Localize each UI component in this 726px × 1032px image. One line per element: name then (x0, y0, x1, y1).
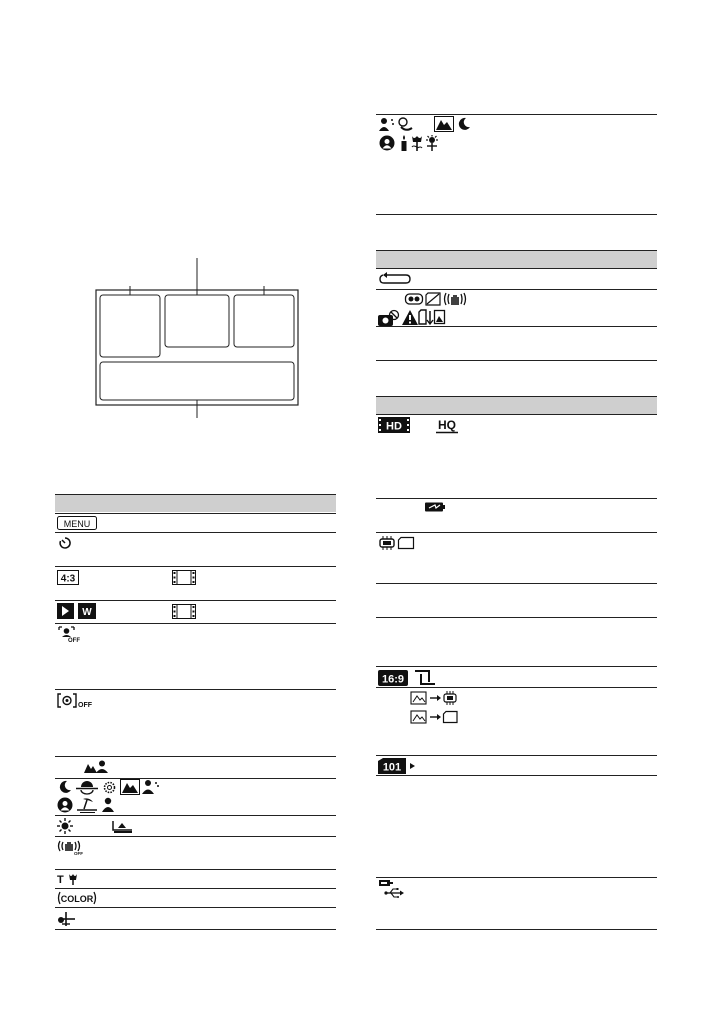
copy-to-internal-icon (410, 690, 460, 706)
flower-icon (410, 135, 424, 151)
hq-icon (435, 417, 459, 434)
smile-portrait-icon (379, 117, 395, 132)
hq-text: HQ (438, 418, 456, 432)
scene-snow-icon (101, 797, 115, 813)
aspect-16-9-icon (378, 670, 408, 686)
steadyshot-off-icon (57, 839, 81, 855)
aspect-4-3-text: 4:3 (60, 573, 76, 585)
baby-icon (397, 117, 413, 132)
repeat-icon (378, 272, 412, 286)
internal-memory-icon (378, 536, 396, 550)
landscape-icon (434, 116, 454, 132)
focus-person-icon (96, 760, 108, 773)
hd-text: HD (386, 420, 402, 433)
svg-text:OFF: OFF (74, 851, 83, 856)
scene-beach-icon (77, 797, 97, 813)
usb-connect-icon (378, 880, 404, 898)
scene-spotlight-icon (57, 797, 73, 813)
menu-text: MENU (63, 519, 91, 529)
folder-101-icon (378, 758, 418, 774)
svg-text:W: W (82, 607, 92, 618)
right-mid-header (376, 250, 657, 268)
aspect-4-3-icon (57, 570, 79, 585)
tele-macro-icon (57, 872, 79, 886)
self-timer-icon (58, 536, 72, 550)
spot-off-text: OFF (78, 702, 92, 709)
movie-strip-icon (172, 604, 196, 619)
memory-card-icon (398, 537, 414, 549)
movie-strip-icon (172, 570, 196, 585)
scene-portrait-icon (142, 779, 160, 795)
warning-icon (402, 310, 418, 325)
screen-diagram (92, 258, 302, 418)
card-icon (425, 292, 441, 306)
face-off-text: OFF (68, 638, 80, 644)
steadyshot-icon (405, 292, 423, 306)
sunset-icon (425, 135, 439, 151)
hd-icon (378, 417, 410, 433)
color-text: COLOR (60, 894, 94, 904)
photo-size-icon (413, 670, 437, 686)
folder-101-text: 101 (382, 761, 402, 774)
face-detection-off-icon (57, 626, 79, 644)
menu-button-icon (57, 516, 97, 530)
left-table-header (55, 494, 336, 512)
copy-to-card-icon (410, 709, 460, 725)
scene-landscape-icon (120, 779, 140, 795)
right-bottom-header (376, 396, 657, 414)
wide-select-icon (57, 603, 97, 619)
scene-fireworks-icon (101, 779, 118, 796)
white-balance-onepush-icon (111, 820, 133, 833)
scene-night-icon (58, 780, 72, 794)
low-lux-icon (57, 910, 77, 926)
portrait-icon (379, 135, 395, 151)
hand-shake-icon (443, 292, 467, 306)
face-cam-icon (378, 310, 400, 326)
image-card-icon (418, 309, 446, 325)
aspect-16-9-text: 16:9 (381, 673, 405, 686)
scene-sunrise-icon (76, 780, 98, 794)
night-icon (457, 117, 471, 131)
svg-text:T: T (57, 874, 64, 886)
candle-icon (399, 135, 409, 151)
battery-icon (425, 502, 445, 512)
white-balance-sun-icon (57, 818, 73, 834)
color-slow-shutter-icon (57, 891, 97, 905)
spot-meter-off-icon (57, 693, 93, 709)
